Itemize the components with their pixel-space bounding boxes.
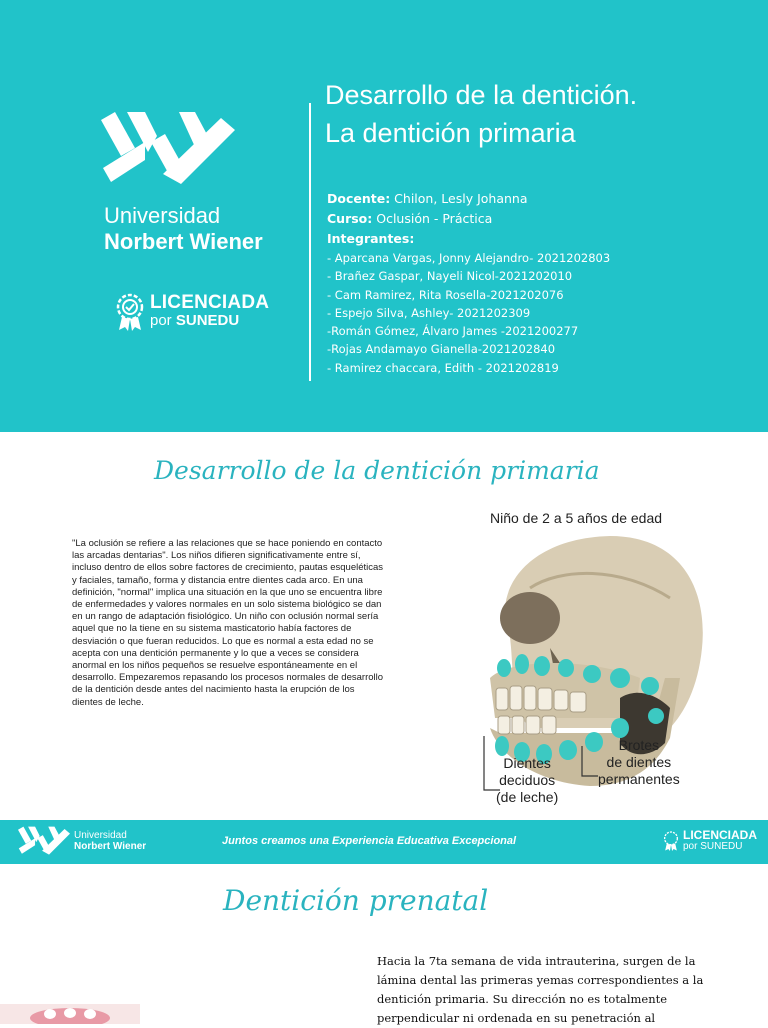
curso-value: Oclusión - Práctica: [372, 211, 493, 226]
university-name: [104, 203, 263, 255]
course-info: [327, 189, 747, 377]
docente-label: Docente:: [327, 191, 391, 206]
member-item: -Román Gómez, Álvaro James -2021200277: [327, 324, 579, 339]
label-line: Brotes: [618, 737, 660, 753]
label-line: permanentes: [598, 771, 680, 787]
footer-uni-line1: Universidad: [74, 830, 127, 841]
award-badge-icon: [662, 828, 680, 854]
cover-slide: [0, 0, 768, 432]
presentation-title: [325, 76, 755, 152]
integrantes-row: [327, 229, 747, 249]
curso-row: [327, 209, 747, 229]
sunedu-text: SUNEDU: [175, 312, 240, 329]
title-line1: Desarrollo de la dentición.: [325, 80, 638, 110]
label-line: deciduos: [499, 772, 556, 788]
docente-value: Chilon, Lesly Johanna: [390, 191, 528, 206]
slide-title: Dentición prenatal: [223, 884, 489, 917]
slide-title: Desarrollo de la dentición primaria: [154, 456, 600, 485]
vertical-divider: [309, 103, 311, 381]
university-name-line2: Norbert Wiener: [104, 229, 263, 254]
member-item: - Brañez Gaspar, Nayeli Nicol-2021202010: [327, 269, 573, 284]
member-item: -Rojas Andamayo Gianella-2021202840: [327, 342, 556, 357]
curso-label: Curso:: [327, 211, 373, 226]
university-logo-icon: [101, 112, 235, 186]
licenciada-sunedu-label: [150, 294, 269, 330]
embryo-illustration-icon: [0, 1004, 300, 1024]
por-text: por: [150, 312, 176, 329]
member-item: - Ramirez chaccara, Edith - 2021202819: [327, 360, 559, 375]
licenciada-text: LICENCIADA: [150, 292, 270, 313]
award-badge-icon: [113, 292, 147, 332]
slide-footer: [0, 820, 768, 864]
slide-body-text: "La oclusión se refiere a las relaciones que se hace poniendo en contacto las arcadas dentarias". Los niños difieren significativamente entre sí, incluso dentro de ellos sobre factores de crecimiento, pautas esqueléticas y faciales, tamaño, forma y distancia entre dientes cada arco. En una definición, "normal" implica una situación en la que uno se encuentra libre de enfermedades y valores normales en un solo sistema biológico se dan en un rango de adaptación fisiológico. Un niño con oclusión normal sería aquel que no la tiene en su sistema masticatorio había factores de desviación o que fueran reducidos. Lo que es normal a esta edad no se acepta con una dentición permanente y lo que a veces se considera anormal en los niños pequeños se resuelve espontáneamente en el desarrollo. Empezaremos repasando los procesos normales de desarrollo de la dentición desde antes del nacimiento hasta la erupción de los dientes de leche.: [72, 538, 384, 708]
university-logo-icon: [18, 825, 70, 857]
permanent-buds-label: [598, 737, 680, 788]
member-item: - Espejo Silva, Ashley- 2021202309: [327, 305, 531, 320]
label-line: Dientes: [503, 755, 551, 771]
footer-uni-line2: Norbert Wiener: [74, 841, 147, 852]
figure-caption: Niño de 2 a 5 años de edad: [490, 510, 663, 526]
footer-licenciada-label: [683, 829, 757, 853]
footer-sunedu-text: por SUNEDU: [683, 841, 743, 852]
por-sunedu-text: [150, 312, 269, 330]
slide-body-text: Hacia la 7ta semana de vida intrauterina, surgen de la lámina dental las primeras yemas correspondientes a la dentición primaria. Su dirección no es totalmente perpendicular ni ordenada en su penetración al: [377, 954, 704, 1025]
prenatal-slide: [0, 864, 768, 1024]
docente-row: [327, 189, 747, 209]
footer-slogan: Juntos creamos una Experiencia Educativa Excepcional: [222, 835, 517, 847]
deciduous-teeth-label: [496, 755, 558, 806]
dentition-slide: [0, 432, 768, 864]
member-item: - Aparcana Vargas, Jonny Alejandro- 2021202803: [327, 251, 611, 265]
footer-licenciada-text: LICENCIADA: [683, 828, 757, 842]
university-name-line1: Universidad: [104, 203, 221, 228]
footer-university-name: [74, 830, 146, 852]
label-line: (de leche): [496, 789, 559, 805]
integrantes-label: Integrantes:: [327, 231, 415, 246]
label-line: de dientes: [606, 754, 672, 770]
member-item: - Cam Ramirez, Rita Rosella-2021202076: [327, 287, 564, 302]
title-line2: La dentición primaria: [325, 118, 576, 148]
